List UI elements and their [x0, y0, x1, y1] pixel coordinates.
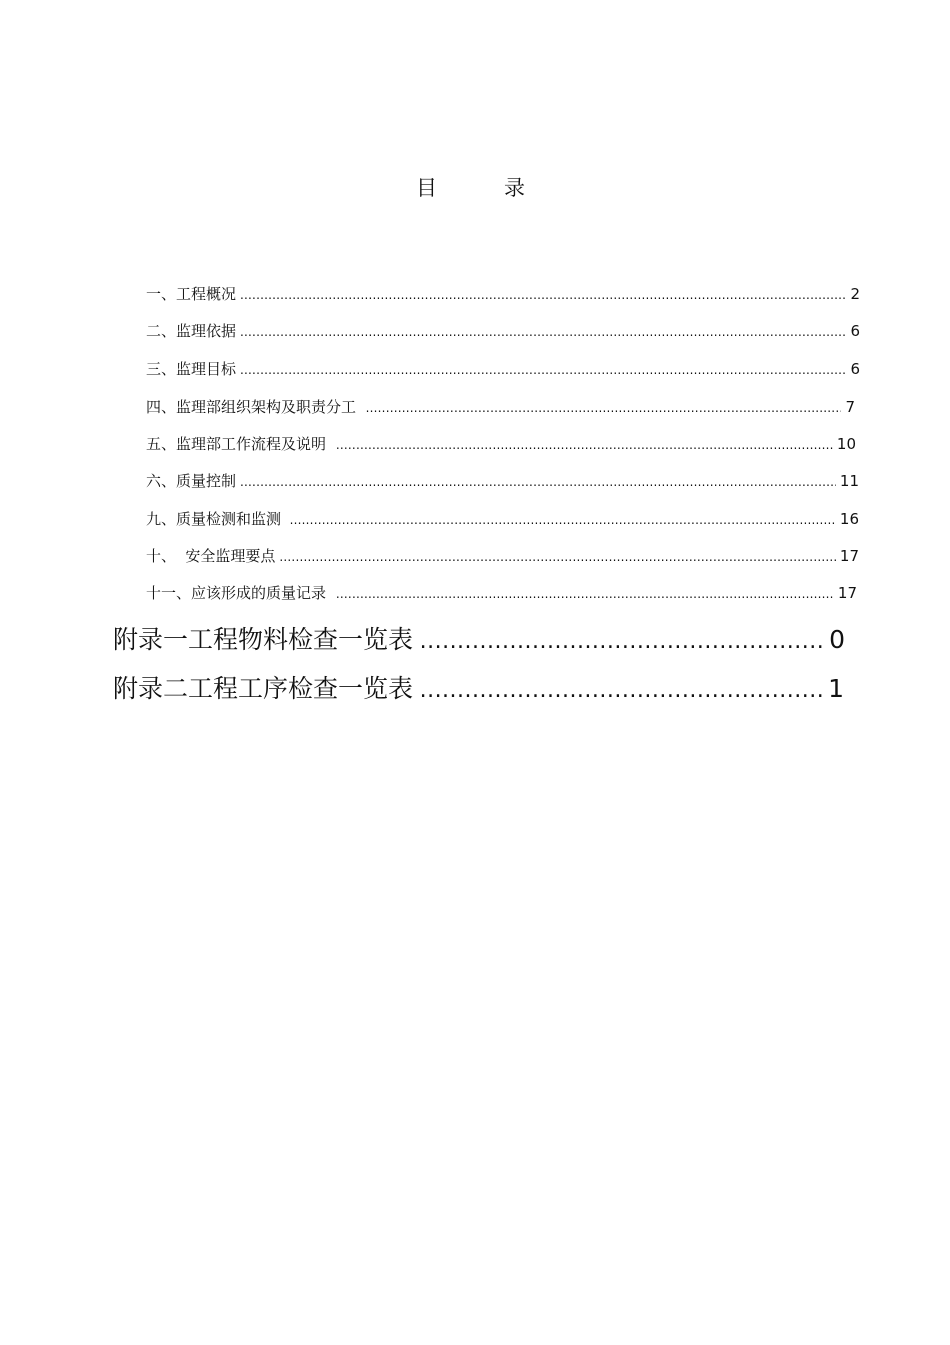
toc-title-char-2: 录 — [504, 176, 525, 200]
toc-leader-dots — [240, 475, 836, 489]
toc-entry[interactable] — [146, 433, 856, 455]
toc-leader-dots — [336, 587, 834, 601]
toc-leader-dots — [366, 401, 842, 415]
toc-entry-label: 九、质量检测和监测 — [146, 510, 282, 528]
toc-entry-page: 7 — [845, 398, 855, 416]
toc-entry-page: 6 — [850, 360, 860, 378]
toc-leader-dots — [240, 363, 846, 377]
toc-entry[interactable] — [146, 545, 859, 567]
toc-entry[interactable] — [146, 358, 860, 380]
toc-leader-dots — [420, 678, 825, 703]
toc-entry-label: 四、监理部组织架构及职责分工 — [146, 398, 357, 416]
toc-entry-label: 六、质量控制 — [146, 472, 237, 490]
appendix-label: 工程物料检查一览表 — [188, 625, 414, 654]
toc-entry-label: 五、监理部工作流程及说明 — [146, 435, 327, 453]
toc-entry-page: 17 — [837, 584, 857, 602]
appendix-number: 附录一 — [113, 625, 189, 654]
appendix-label: 工程工序检查一览表 — [188, 674, 414, 703]
appendix-number: 附录二 — [113, 674, 189, 703]
toc-entry-page: 16 — [839, 510, 859, 528]
toc-entry-page: 2 — [850, 285, 860, 303]
toc-entry[interactable] — [146, 396, 855, 418]
toc-entry[interactable] — [146, 508, 859, 530]
toc-entry-label: 一、工程概况 — [146, 285, 237, 303]
toc-entry-page: 17 — [839, 547, 859, 565]
toc-leader-dots — [336, 438, 833, 452]
toc-entry-page: 11 — [839, 472, 859, 490]
appendix-page: 0 — [829, 625, 845, 654]
toc-entry-label: 三、监理目标 — [146, 360, 237, 378]
toc-entry[interactable] — [146, 470, 859, 492]
toc-title-char-1: 目 — [416, 176, 437, 200]
toc-entry[interactable] — [146, 320, 860, 342]
toc-entry[interactable] — [146, 582, 857, 604]
toc-appendix-entry[interactable] — [113, 620, 845, 656]
toc-leader-dots — [240, 325, 846, 339]
toc-entry-page: 10 — [836, 435, 856, 453]
toc-entry-label: 二、监理依据 — [146, 322, 237, 340]
toc-leader-dots — [240, 288, 846, 302]
toc-leader-dots — [279, 550, 836, 564]
toc-entry-label-rest: 安全监理要点 — [185, 547, 276, 565]
toc-title — [0, 172, 950, 202]
toc-leader-dots — [290, 513, 836, 527]
appendix-page: 1 — [828, 674, 844, 703]
toc-entry-page: 6 — [850, 322, 860, 340]
toc-appendix-entry[interactable] — [113, 669, 844, 705]
toc-leader-dots — [420, 629, 826, 654]
toc-entry-label: 十、 — [146, 547, 177, 565]
toc-entry[interactable] — [146, 283, 860, 305]
toc-entry-label: 十一、应该形成的质量记录 — [146, 584, 327, 602]
